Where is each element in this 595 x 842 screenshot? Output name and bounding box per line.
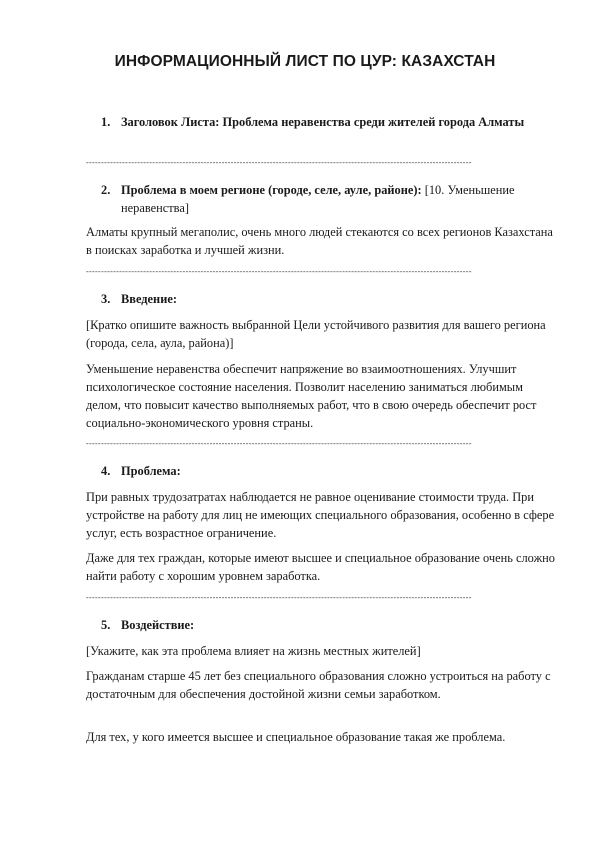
section-5-instruction: [Укажите, как эта проблема влияет на жизнь местных жителей]	[86, 644, 421, 658]
divider-line: --------------------------------------------------------------------------------------------------------------------------------	[86, 593, 472, 602]
section-4-heading	[101, 462, 531, 480]
section-3-heading	[101, 290, 531, 308]
section-5-paragraph-1: Гражданам старше 45 лет без специального образования сложно устроиться на работу с достаточным для обеспечения достойной жизни семьи заработком.	[86, 669, 551, 701]
section-4-paragraph-1: При равных трудозатратах наблюдается не равное оценивание стоимости труда. При устройстве на работу для лиц не имеющих специального образования, особенно в сфере услуг, есть возрастное ограничение.	[86, 490, 555, 540]
section-5-paragraph-2: Для тех, у кого имеется высшее и специальное образование такая же проблема.	[86, 730, 506, 744]
section-5-number: 5.	[101, 618, 111, 632]
section-2-heading	[101, 181, 531, 217]
section-2-number: 2.	[101, 183, 111, 197]
section-1-heading	[101, 113, 531, 131]
section-3-title: Введение:	[121, 292, 177, 306]
section-4-paragraph-2: Даже для тех граждан, которые имеют высшее и специальное образование очень сложно найти работу с хорошим уровнем заработка.	[86, 551, 555, 583]
section-4-title: Проблема:	[121, 464, 181, 478]
section-3-paragraph-1: Уменьшение неравенства обеспечит напряжение во взаимоотношениях. Улучшит психологическое состояние населения. Позволит населению заниматься любимым делом, что повысит качество выполняемых работ, что в свою очередь обеспечит рост социально-экономического уровня страны.	[86, 362, 537, 430]
section-4-number: 4.	[101, 464, 111, 478]
section-1-title: Заголовок Листа: Проблема неравенства среди жителей города Алматы	[121, 115, 525, 129]
section-2-paragraph-1: Алматы крупный мегаполис, очень много людей стекаются со всех регионов Казахстана в поисках заработка и лучшей жизни.	[86, 225, 553, 257]
divider-line: --------------------------------------------------------------------------------------------------------------------------------	[86, 267, 472, 276]
section-1-number: 1.	[101, 115, 111, 129]
section-3-instruction: [Кратко опишите важность выбранной Цели устойчивого развития для вашего региона (города, села, аула, района)]	[86, 318, 546, 350]
section-2-goal: [10. Уменьшение неравенства]	[121, 183, 515, 215]
page-title: ИНФОРМАЦИОННЫЙ ЛИСТ ПО ЦУР: КАЗАХСТАН	[114, 53, 496, 70]
section-3-number: 3.	[101, 292, 111, 306]
divider-line: --------------------------------------------------------------------------------------------------------------------------------	[86, 158, 472, 167]
divider-line: --------------------------------------------------------------------------------------------------------------------------------	[86, 439, 472, 448]
section-5-title: Воздействие:	[121, 618, 195, 632]
section-2-title: Проблема в моем регионе (городе, селе, ауле, районе):	[121, 183, 422, 197]
section-5-heading	[101, 616, 531, 634]
